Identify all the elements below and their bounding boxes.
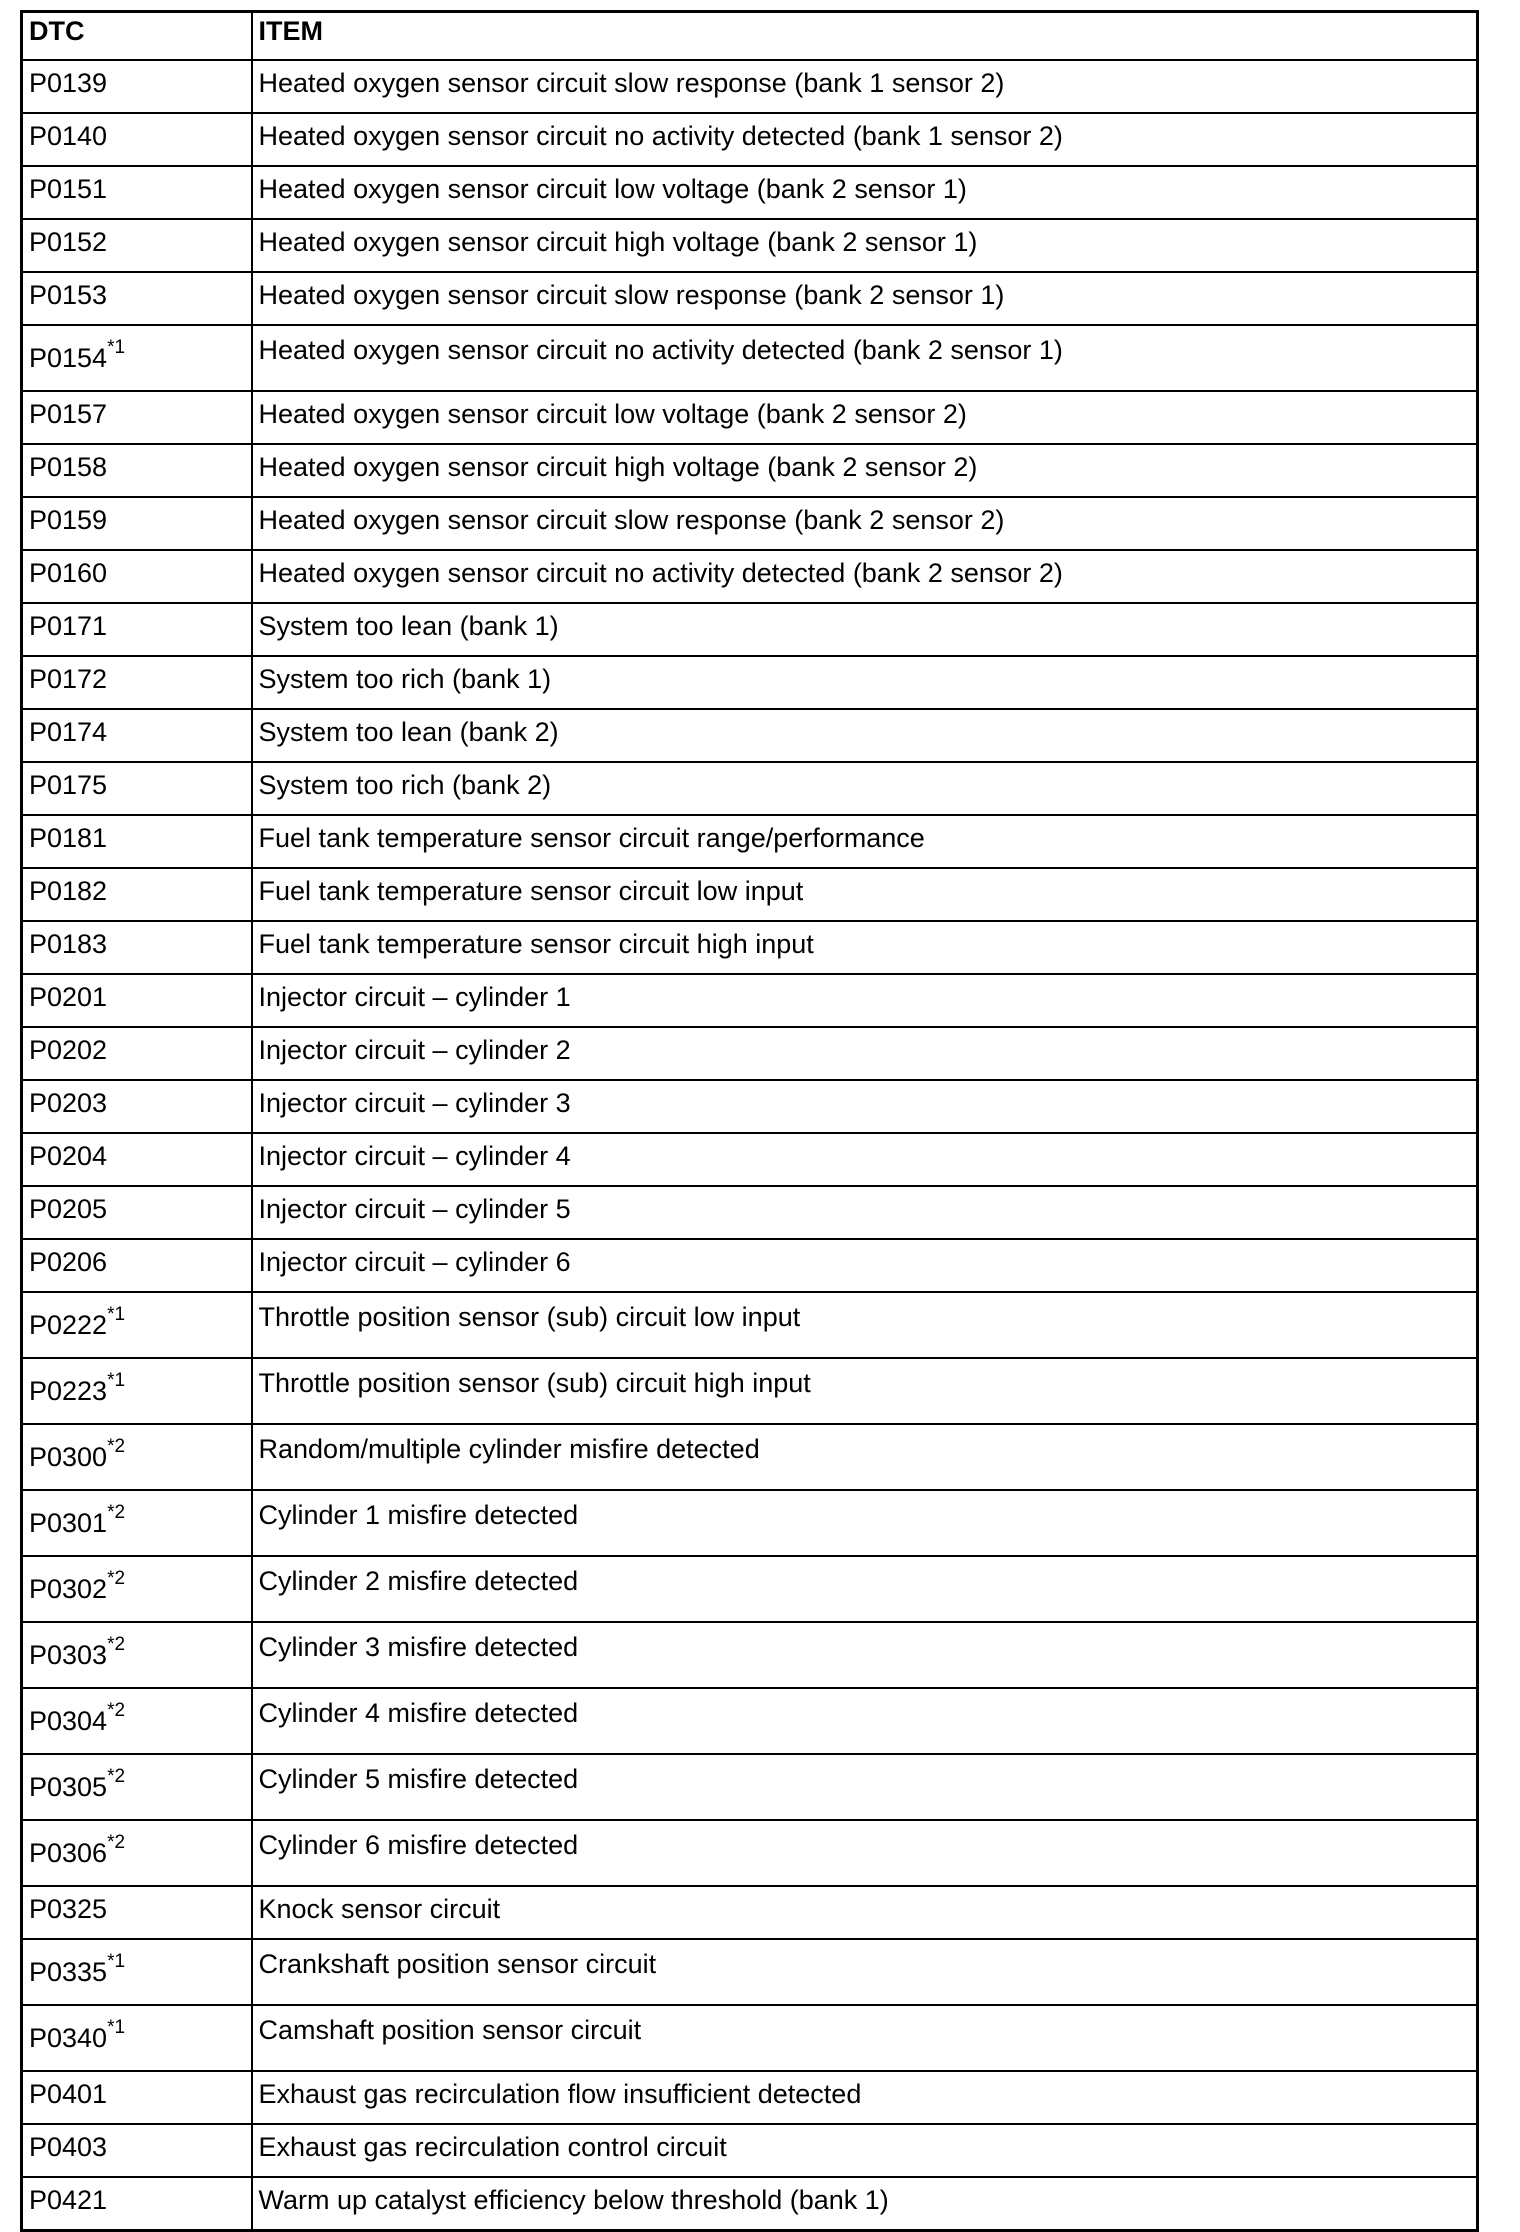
dtc-code-cell (22, 1820, 252, 1886)
dtc-code: P0205 (29, 1194, 108, 1224)
dtc-code-cell (22, 1490, 252, 1556)
table-row (22, 2177, 1478, 2231)
dtc-description-cell: Heated oxygen sensor circuit no activity detected (bank 1 sensor 2) (252, 113, 1478, 166)
dtc-code: P0403 (29, 2132, 108, 2162)
table-row (22, 166, 1478, 219)
table-header-row (22, 12, 1478, 61)
dtc-description-cell: Warm up catalyst efficiency below threshold (bank 1) (252, 2177, 1478, 2231)
table-row (22, 974, 1478, 1027)
dtc-code: P0340 (29, 2023, 108, 2053)
dtc-code-cell (22, 1133, 252, 1186)
footnote-marker: *2 (107, 1766, 126, 1787)
table-row (22, 219, 1478, 272)
dtc-code: P0154 (29, 343, 108, 373)
dtc-table (20, 10, 1479, 2232)
dtc-description-cell: System too lean (bank 2) (252, 709, 1478, 762)
table-row (22, 272, 1478, 325)
dtc-description-cell: Injector circuit – cylinder 4 (252, 1133, 1478, 1186)
table-row (22, 1688, 1478, 1754)
dtc-code: P0305 (29, 1772, 108, 1802)
dtc-code-cell (22, 1754, 252, 1820)
dtc-code: P0152 (29, 227, 108, 257)
dtc-code-cell (22, 1186, 252, 1239)
dtc-description-cell: Heated oxygen sensor circuit high voltage (bank 2 sensor 1) (252, 219, 1478, 272)
dtc-code: P0204 (29, 1141, 108, 1171)
dtc-code-cell (22, 1688, 252, 1754)
dtc-description-cell: Heated oxygen sensor circuit slow response (bank 1 sensor 2) (252, 60, 1478, 113)
dtc-code-cell (22, 2005, 252, 2071)
dtc-description-cell: Injector circuit – cylinder 1 (252, 974, 1478, 1027)
table-row (22, 1622, 1478, 1688)
dtc-description-cell: Cylinder 3 misfire detected (252, 1622, 1478, 1688)
dtc-description-cell: Crankshaft position sensor circuit (252, 1939, 1478, 2005)
dtc-code: P0183 (29, 929, 108, 959)
dtc-description-cell: Injector circuit – cylinder 2 (252, 1027, 1478, 1080)
dtc-code-cell (22, 1622, 252, 1688)
dtc-code: P0222 (29, 1310, 108, 1340)
dtc-code-cell (22, 272, 252, 325)
dtc-code: P0171 (29, 611, 108, 641)
dtc-code-cell (22, 166, 252, 219)
dtc-code: P0174 (29, 717, 108, 747)
table-row (22, 1186, 1478, 1239)
table-row (22, 550, 1478, 603)
dtc-code-cell (22, 2124, 252, 2177)
footnote-marker: *2 (107, 1568, 126, 1589)
dtc-code: P0201 (29, 982, 108, 1012)
dtc-code: P0175 (29, 770, 108, 800)
dtc-code: P0421 (29, 2185, 108, 2215)
table-row (22, 1292, 1478, 1358)
dtc-code: P0335 (29, 1957, 108, 1987)
dtc-code-cell (22, 1027, 252, 1080)
table-row (22, 603, 1478, 656)
table-row (22, 325, 1478, 391)
table-row (22, 1358, 1478, 1424)
dtc-description-cell: System too rich (bank 2) (252, 762, 1478, 815)
dtc-description-cell: Fuel tank temperature sensor circuit high input (252, 921, 1478, 974)
dtc-code-cell (22, 1424, 252, 1490)
table-row (22, 497, 1478, 550)
table-row (22, 1820, 1478, 1886)
dtc-description-cell: Heated oxygen sensor circuit slow response (bank 2 sensor 1) (252, 272, 1478, 325)
dtc-code-cell (22, 550, 252, 603)
dtc-code-cell (22, 391, 252, 444)
table-row (22, 815, 1478, 868)
dtc-code: P0202 (29, 1035, 108, 1065)
footnote-marker: *1 (107, 1304, 126, 1325)
dtc-description-cell: Cylinder 4 misfire detected (252, 1688, 1478, 1754)
dtc-code: P0401 (29, 2079, 108, 2109)
dtc-code-cell (22, 709, 252, 762)
footnote-marker: *2 (107, 1502, 126, 1523)
dtc-code: P0160 (29, 558, 108, 588)
dtc-code-cell (22, 1239, 252, 1292)
dtc-code: P0158 (29, 452, 108, 482)
table-row (22, 444, 1478, 497)
dtc-code-cell (22, 219, 252, 272)
table-row (22, 868, 1478, 921)
dtc-code-cell (22, 2177, 252, 2231)
table-row (22, 2071, 1478, 2124)
dtc-code: P0302 (29, 1574, 108, 1604)
dtc-code-cell (22, 2071, 252, 2124)
dtc-code-cell (22, 815, 252, 868)
dtc-code-cell (22, 444, 252, 497)
dtc-code: P0140 (29, 121, 108, 151)
footnote-marker: *1 (107, 337, 126, 358)
dtc-code: P0159 (29, 505, 108, 535)
dtc-description-cell: Heated oxygen sensor circuit high voltage (bank 2 sensor 2) (252, 444, 1478, 497)
footnote-marker: *2 (107, 1832, 126, 1853)
table-row (22, 656, 1478, 709)
dtc-code: P0157 (29, 399, 108, 429)
dtc-description-cell: Cylinder 1 misfire detected (252, 1490, 1478, 1556)
dtc-description-cell: Throttle position sensor (sub) circuit low input (252, 1292, 1478, 1358)
table-row (22, 921, 1478, 974)
table-row (22, 1754, 1478, 1820)
table-row (22, 1556, 1478, 1622)
dtc-code-cell (22, 113, 252, 166)
dtc-code-cell (22, 497, 252, 550)
dtc-code-cell (22, 603, 252, 656)
table-row (22, 60, 1478, 113)
dtc-code-cell (22, 921, 252, 974)
dtc-description-cell: Cylinder 2 misfire detected (252, 1556, 1478, 1622)
dtc-code: P0181 (29, 823, 108, 853)
dtc-description-cell: Camshaft position sensor circuit (252, 2005, 1478, 2071)
dtc-description-cell: Heated oxygen sensor circuit low voltage (bank 2 sensor 2) (252, 391, 1478, 444)
dtc-description-cell: Injector circuit – cylinder 3 (252, 1080, 1478, 1133)
dtc-description-cell: Exhaust gas recirculation control circuit (252, 2124, 1478, 2177)
dtc-description-cell: Knock sensor circuit (252, 1886, 1478, 1939)
dtc-code: P0203 (29, 1088, 108, 1118)
dtc-code-cell (22, 1886, 252, 1939)
dtc-code-cell (22, 325, 252, 391)
table-row (22, 391, 1478, 444)
table-body (22, 60, 1478, 2231)
dtc-code-cell (22, 1556, 252, 1622)
dtc-code-cell (22, 1939, 252, 2005)
dtc-code: P0325 (29, 1894, 108, 1924)
table-row (22, 1490, 1478, 1556)
header-item: ITEM (252, 12, 1478, 61)
dtc-code: P0153 (29, 280, 108, 310)
dtc-code-cell (22, 868, 252, 921)
dtc-code: P0306 (29, 1838, 108, 1868)
dtc-description-cell: System too lean (bank 1) (252, 603, 1478, 656)
dtc-code: P0303 (29, 1640, 108, 1670)
dtc-description-cell: Heated oxygen sensor circuit slow response (bank 2 sensor 2) (252, 497, 1478, 550)
table-row (22, 709, 1478, 762)
dtc-description-cell: Fuel tank temperature sensor circuit low input (252, 868, 1478, 921)
dtc-description-cell: Random/multiple cylinder misfire detected (252, 1424, 1478, 1490)
dtc-code-cell (22, 656, 252, 709)
footnote-marker: *2 (107, 1700, 126, 1721)
dtc-code-cell (22, 1358, 252, 1424)
dtc-description-cell: Heated oxygen sensor circuit no activity detected (bank 2 sensor 2) (252, 550, 1478, 603)
dtc-code: P0151 (29, 174, 108, 204)
dtc-description-cell: Heated oxygen sensor circuit no activity detected (bank 2 sensor 1) (252, 325, 1478, 391)
dtc-code: P0301 (29, 1508, 108, 1538)
table-row (22, 1939, 1478, 2005)
table-row (22, 1080, 1478, 1133)
table-row (22, 2005, 1478, 2071)
table-row (22, 1239, 1478, 1292)
dtc-code: P0304 (29, 1706, 108, 1736)
dtc-description-cell: Injector circuit – cylinder 5 (252, 1186, 1478, 1239)
footnote-marker: *1 (107, 1370, 126, 1391)
footnote-marker: *2 (107, 1436, 126, 1457)
dtc-code: P0139 (29, 68, 108, 98)
dtc-code: P0223 (29, 1376, 108, 1406)
dtc-description-cell: Exhaust gas recirculation flow insufficient detected (252, 2071, 1478, 2124)
table-row (22, 113, 1478, 166)
dtc-code-cell (22, 60, 252, 113)
dtc-description-cell: System too rich (bank 1) (252, 656, 1478, 709)
table-row (22, 762, 1478, 815)
footnote-marker: *1 (107, 1951, 126, 1972)
dtc-description-cell: Heated oxygen sensor circuit low voltage (bank 2 sensor 1) (252, 166, 1478, 219)
table-row (22, 1886, 1478, 1939)
table-row (22, 2124, 1478, 2177)
header-dtc: DTC (22, 12, 252, 61)
table-row (22, 1133, 1478, 1186)
dtc-code: P0206 (29, 1247, 108, 1277)
dtc-description-cell: Throttle position sensor (sub) circuit high input (252, 1358, 1478, 1424)
table-row (22, 1424, 1478, 1490)
dtc-code-cell (22, 974, 252, 1027)
dtc-description-cell: Cylinder 6 misfire detected (252, 1820, 1478, 1886)
dtc-code-cell (22, 1080, 252, 1133)
dtc-description-cell: Cylinder 5 misfire detected (252, 1754, 1478, 1820)
footnote-marker: *1 (107, 2017, 126, 2038)
dtc-description-cell: Injector circuit – cylinder 6 (252, 1239, 1478, 1292)
dtc-code: P0172 (29, 664, 108, 694)
dtc-code: P0182 (29, 876, 108, 906)
dtc-code-cell (22, 1292, 252, 1358)
dtc-code-cell (22, 762, 252, 815)
table-row (22, 1027, 1478, 1080)
footnote-marker: *2 (107, 1634, 126, 1655)
dtc-description-cell: Fuel tank temperature sensor circuit range/performance (252, 815, 1478, 868)
dtc-code: P0300 (29, 1442, 108, 1472)
